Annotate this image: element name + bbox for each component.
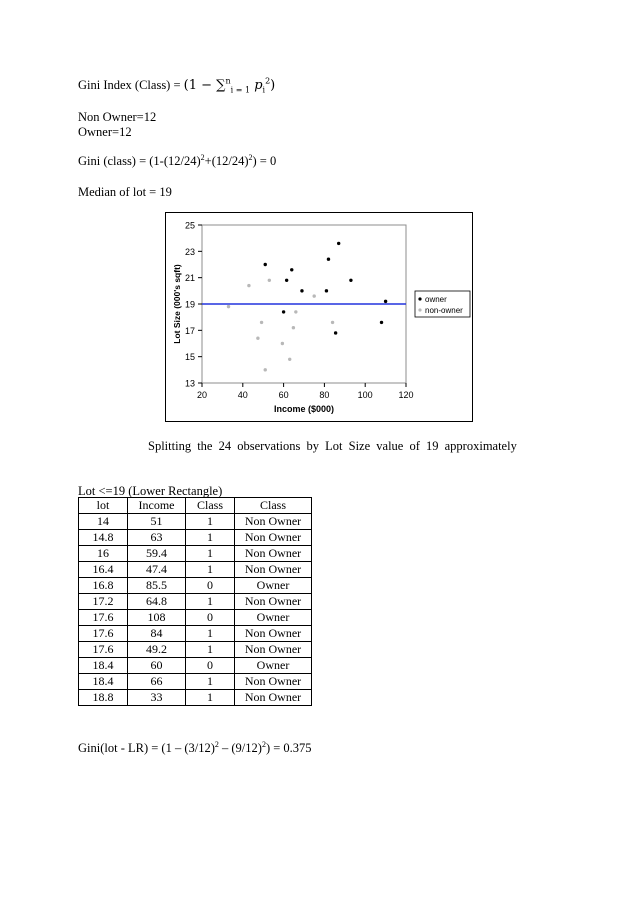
data-point-owner [337,242,340,245]
y-tick-label: 25 [184,220,195,231]
data-point-owner [384,300,387,303]
y-tick-label: 21 [184,273,195,284]
median-lot: Median of lot = 19 [78,185,172,199]
data-point-owner [334,331,337,334]
legend-label-owner: owner [425,295,447,304]
cell-income: 51 [128,514,186,530]
cell-class-code: 0 [186,610,235,626]
y-tick-label: 13 [184,378,195,389]
cell-income: 108 [128,610,186,626]
y-axis-label: Lot Size (000's sqft) [172,264,182,344]
x-tick-label: 100 [357,390,373,400]
cell-class-code: 1 [186,562,235,578]
header-income: Income [128,498,186,514]
cell-income: 59.4 [128,546,186,562]
table-row [79,642,312,658]
cell-class-label: Non Owner [235,530,312,546]
x-tick-label: 120 [398,390,414,400]
table-row [79,514,312,530]
x-tick-label: 20 [196,390,208,400]
cell-class-label: Non Owner [235,546,312,562]
table-row [79,578,312,594]
cell-class-label: Non Owner [235,626,312,642]
cell-class-code: 1 [186,626,235,642]
y-tick-label: 23 [184,246,195,257]
data-point-owner [325,289,328,292]
cell-lot: 17.6 [79,642,128,658]
cell-lot: 16 [79,546,128,562]
non-owner-count: Non Owner=12 [78,110,157,124]
table-row [79,530,312,546]
data-point-non-owner [294,310,297,313]
data-point-non-owner [264,368,267,371]
cell-lot: 18.4 [79,658,128,674]
table-row [79,626,312,642]
cell-lot: 16.4 [79,562,128,578]
x-tick-label: 60 [278,390,289,400]
cell-class-code: 0 [186,578,235,594]
cell-class-label: Owner [235,578,312,594]
cell-class-label: Non Owner [235,674,312,690]
cell-income: 85.5 [128,578,186,594]
cell-lot: 17.2 [79,594,128,610]
cell-class-code: 1 [186,690,235,706]
table-row [79,658,312,674]
header-class-code: Class [186,498,235,514]
table-row [79,562,312,578]
cell-lot: 14.8 [79,530,128,546]
cell-class-code: 1 [186,514,235,530]
cell-income: 60 [128,658,186,674]
gini-formula-math: (1 − ∑$^n_{i = 1}$ $p_i^2$) [183,76,276,95]
cell-class-code: 1 [186,546,235,562]
cell-income: 49.2 [128,642,186,658]
cell-income: 33 [128,690,186,706]
legend-marker-owner [418,297,421,300]
y-tick-label: 17 [184,325,195,336]
cell-class-label: Non Owner [235,562,312,578]
cell-lot: 18.8 [79,690,128,706]
data-point-non-owner [260,321,263,324]
cell-lot: 14 [79,514,128,530]
cell-class-code: 1 [186,642,235,658]
cell-lot: 16.8 [79,578,128,594]
x-tick-label: 40 [237,390,248,400]
cell-class-label: Owner [235,610,312,626]
data-point-owner [285,279,288,282]
legend-label-non-owner: non-owner [425,306,463,315]
cell-class-code: 1 [186,594,235,610]
cell-income: 64.8 [128,594,186,610]
table-row [79,674,312,690]
gini-index-label: Gini Index (Class) = [78,78,181,92]
gini-lr-calc: Gini(lot - $LR) = (1 - (3/12)^2 - (9/12)^2) = 0.375$ [78,739,312,755]
scatter-chart [165,212,473,422]
cell-income: 63 [128,530,186,546]
data-point-owner [264,263,267,266]
table-row [79,546,312,562]
cell-income: 84 [128,626,186,642]
cell-class-label: Owner [235,658,312,674]
data-point-owner [300,289,303,292]
table-header-row [79,498,312,514]
data-point-owner [349,279,352,282]
data-point-non-owner [292,326,295,329]
cell-lot: 17.6 [79,610,128,626]
data-point-owner [282,310,285,313]
cell-class-code: 0 [186,658,235,674]
data-point-non-owner [227,305,230,308]
data-point-owner [327,258,330,261]
cell-class-label: Non Owner [235,642,312,658]
x-tick-label: 80 [319,390,330,400]
table-row [79,610,312,626]
cell-income: 66 [128,674,186,690]
data-point-non-owner [281,342,284,345]
table-row [79,690,312,706]
table-title: Lot <=19 (Lower Rectangle) [78,484,223,498]
header-class-label: Class [235,498,312,514]
header-lot: lot [79,498,128,514]
cell-lot: 18.4 [79,674,128,690]
gini-class-calc: Gini (class) = $(1-(12/24)^2+(12/24)^2) = 0$ [78,152,277,168]
y-tick-label: 19 [184,299,195,310]
data-point-non-owner [288,358,291,361]
data-point-non-owner [313,294,316,297]
chart-caption: Splitting the 24 observations by Lot Size value of 19 approximately [148,439,517,453]
gini-index-formula [78,78,275,93]
data-point-owner [290,268,293,271]
cell-income: 47.4 [128,562,186,578]
legend-marker-non-owner [418,308,421,311]
x-axis-label: Income ($000) [273,404,335,414]
cell-class-code: 1 [186,530,235,546]
owner-count: Owner=12 [78,125,132,139]
data-point-non-owner [331,321,334,324]
cell-class-label: Non Owner [235,594,312,610]
data-point-non-owner [268,279,271,282]
cell-class-label: Non Owner [235,690,312,706]
y-tick-label: 15 [184,352,195,363]
table-row [79,594,312,610]
cell-class-code: 1 [186,674,235,690]
data-point-owner [380,321,383,324]
cell-class-label: Non Owner [235,514,312,530]
lower-rectangle-table [78,497,312,706]
cell-lot: 17.6 [79,626,128,642]
data-point-non-owner [256,337,259,340]
data-point-non-owner [247,284,250,287]
